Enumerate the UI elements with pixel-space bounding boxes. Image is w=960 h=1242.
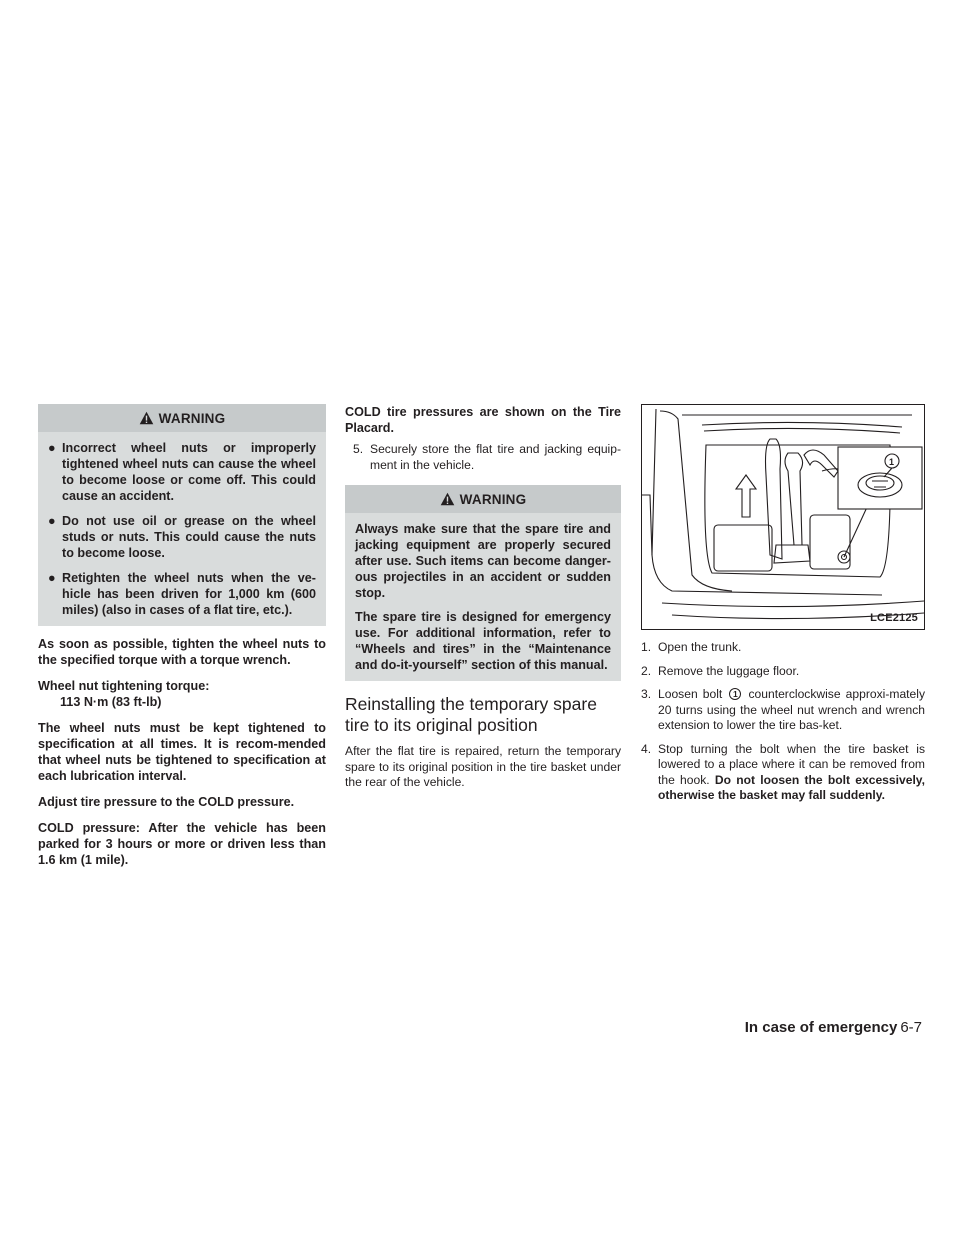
warning-header xyxy=(38,404,326,432)
trunk-illustration xyxy=(641,404,925,630)
warning-title: WARNING xyxy=(158,410,226,426)
warning-box-wheel-nuts xyxy=(38,404,326,626)
bullet-icon: ● xyxy=(48,514,56,528)
step-item: 2. Remove the luggage floor. xyxy=(641,663,800,678)
warning-icon xyxy=(440,492,455,506)
warning-icon xyxy=(139,411,154,425)
step-item: 4. Stop turning the bolt when the tire basket is lowered to a place where it can be removed from the hook. Do not loosen the bolt excessively, otherwise the basket may fall suddenly. xyxy=(641,741,925,802)
warning-item: ● Retighten the wheel nuts when the ve-hicle has been driven for 1,000 km (600 miles) (also in cases of a flat tire, etc.). xyxy=(48,571,316,617)
warning-item: ● Do not use oil or grease on the wheel studs or nuts. This could cause the nuts to become loose. xyxy=(48,514,316,560)
page-footer xyxy=(745,1019,922,1036)
middle-column xyxy=(345,404,621,791)
section-heading: Reinstalling the temporary spare tire to its original position xyxy=(345,694,597,735)
figure-label: LCE2125 xyxy=(870,612,918,624)
trunk-diagram-illustration xyxy=(642,405,925,630)
right-column xyxy=(641,404,925,812)
torque-label: Wheel nut tightening torque: xyxy=(38,679,210,693)
bullet-icon: ● xyxy=(48,571,56,585)
paragraph-adjust-pressure: Adjust tire pressure to the COLD pressure. xyxy=(38,795,295,809)
paragraph-tighten-nuts: As soon as possible, tighten the wheel nuts to the specified torque with a torque wrench. xyxy=(38,637,326,667)
footer-section-title: In case of emergency xyxy=(744,1019,898,1036)
figure-callout: 1 xyxy=(889,457,895,467)
warning-title: WARNING xyxy=(459,491,527,507)
callout-number-icon: 1 xyxy=(729,688,741,700)
torque-value: 113 N·m (83 ft-lb) xyxy=(60,695,162,709)
step-item: 3. Loosen bolt 1 counterclockwise approxi-mately 20 turns using the wheel nut wrench and wrench extension to lower the tire bas-ket. xyxy=(641,687,925,732)
section-body: After the flat tire is repaired, return the temporary spare to its original position in the tire basket under the rear of the vehicle. xyxy=(345,744,621,789)
bullet-icon: ● xyxy=(48,441,56,455)
warning-paragraph: The spare tire is designed for emergency use. For additional information, refer to “Wheels and tires” in the “Maintenance and do-it-yourself” section of this manual. xyxy=(355,610,611,672)
paragraph-tire-placard: COLD tire pressures are shown on the Tire Placard. xyxy=(345,405,621,435)
paragraph-cold-pressure: COLD pressure: After the vehicle has been parked for 3 hours or more or driven less than 1.6 km (1 mile). xyxy=(38,821,326,867)
warning-header xyxy=(345,485,621,513)
paragraph-keep-tightened: The wheel nuts must be kept tightened to specification at all times. It is recom-mended that wheel nuts be tightened to specification at each lubrication interval. xyxy=(38,721,326,783)
page-number: 6-7 xyxy=(900,1019,922,1036)
warning-item: ● Incorrect wheel nuts or improperly tightened wheel nuts can cause the wheel to become loose or come off. This could cause an accident. xyxy=(48,441,316,503)
left-column xyxy=(38,404,326,868)
step-item: 1. Open the trunk. xyxy=(641,640,742,654)
warning-paragraph: Always make sure that the spare tire and jacking equipment are properly secured after use. Such items can become danger-ous projectiles in an accident or sudden stop. xyxy=(355,522,611,600)
warning-box-spare-tire xyxy=(345,485,621,681)
step-item: 5. Securely store the flat tire and jacking equip-ment in the vehicle. xyxy=(353,442,621,472)
